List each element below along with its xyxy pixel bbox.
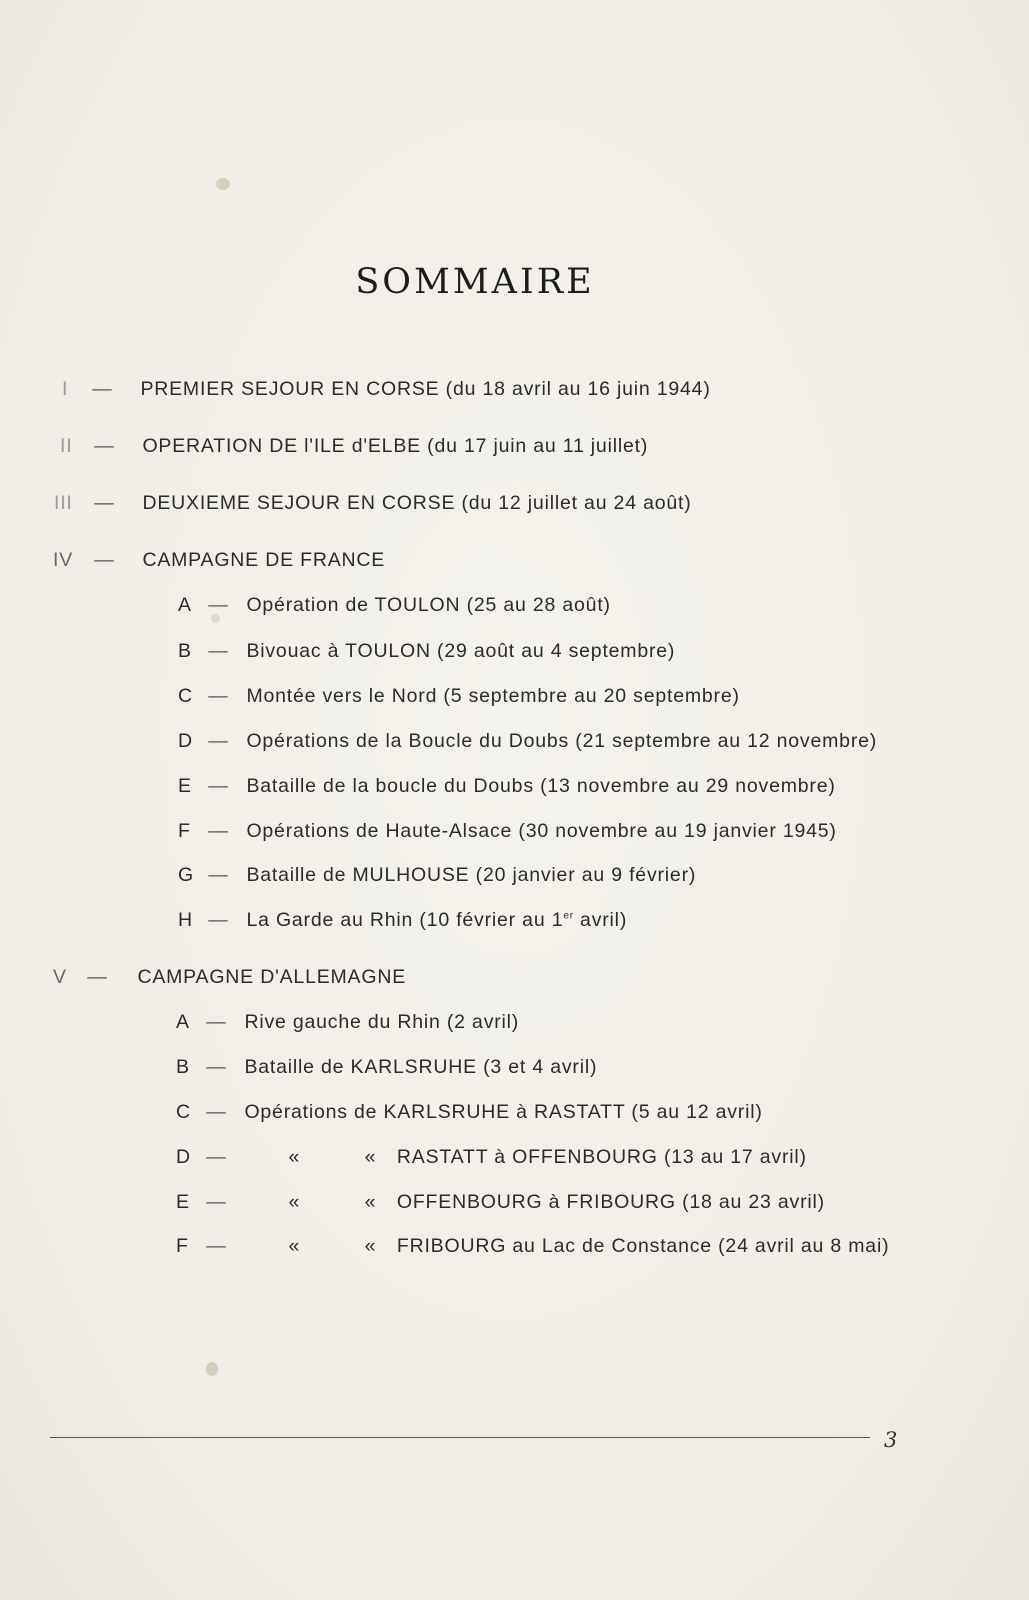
toc-item <box>176 1191 825 1214</box>
item-dash: — <box>208 594 229 616</box>
ditto-mark: « <box>364 1235 377 1257</box>
item-letter: C <box>178 685 193 707</box>
section-number: V <box>53 966 67 988</box>
item-letter: F <box>178 820 191 842</box>
item-text: Opérations de KARLSRUHE à RASTATT (5 au 12 avril) <box>244 1101 763 1123</box>
item-text <box>246 909 627 932</box>
toc-item <box>178 864 696 887</box>
toc-section-1 <box>62 378 711 401</box>
item-text: Opérations de Haute-Alsace (30 novembre au 19 janvier 1945) <box>246 820 837 842</box>
paper-stain <box>206 1362 218 1376</box>
item-text-main: La Garde au Rhin (10 février au 1 <box>246 909 564 931</box>
toc-item <box>178 594 611 617</box>
item-text: Bataille de KARLSRUHE (3 et 4 avril) <box>244 1056 598 1078</box>
ditto-mark: « <box>288 1235 301 1257</box>
item-letter: A <box>176 1011 190 1033</box>
item-text: Rive gauche du Rhin (2 avril) <box>244 1011 520 1033</box>
toc-item <box>178 820 837 843</box>
item-letter: A <box>178 594 192 616</box>
item-dash: — <box>208 820 229 842</box>
section-number: I <box>62 378 69 400</box>
section-title: CAMPAGNE D'ALLEMAGNE <box>137 966 407 988</box>
ditto-mark: « <box>364 1191 377 1213</box>
toc-section-3 <box>54 492 692 515</box>
section-number: IV <box>53 549 74 571</box>
item-letter: B <box>178 640 192 662</box>
item-dash: — <box>206 1146 227 1168</box>
item-letter: F <box>176 1235 189 1257</box>
item-letter: G <box>178 864 194 886</box>
item-text: RASTATT à OFFENBOURG (13 au 17 avril) <box>396 1146 807 1168</box>
paper-stain <box>216 178 230 190</box>
toc-section-5 <box>53 966 406 989</box>
item-text: OFFENBOURG à FRIBOURG (18 au 23 avril) <box>396 1191 825 1213</box>
item-dash: — <box>206 1011 227 1033</box>
item-text-end: avril) <box>573 909 628 931</box>
item-text: Bivouac à TOULON (29 août au 4 septembre) <box>246 640 676 662</box>
item-letter: E <box>176 1191 190 1213</box>
toc-item <box>176 1101 763 1124</box>
footer-divider <box>50 1437 870 1438</box>
item-letter: E <box>178 775 192 797</box>
item-dash: — <box>208 909 229 931</box>
item-dash: — <box>206 1191 227 1213</box>
toc-item <box>176 1146 807 1169</box>
ordinal-superscript: er <box>563 910 574 922</box>
item-letter: D <box>176 1146 191 1168</box>
toc-item <box>178 685 740 708</box>
page-number: 3 <box>884 1428 898 1452</box>
section-title: PREMIER SEJOUR EN CORSE (du 18 avril au 16 juin 1944) <box>140 378 711 400</box>
ditto-mark: « <box>288 1146 301 1168</box>
item-letter: C <box>176 1101 191 1123</box>
toc-item <box>178 730 877 753</box>
item-text: Montée vers le Nord (5 septembre au 20 septembre) <box>246 685 740 707</box>
toc-item <box>176 1056 597 1079</box>
section-dash: — <box>94 435 115 457</box>
item-letter: D <box>178 730 193 752</box>
section-number: II <box>60 435 73 457</box>
toc-section-4 <box>53 549 385 572</box>
item-text: Opération de TOULON (25 au 28 août) <box>246 594 611 616</box>
item-text: Bataille de MULHOUSE (20 janvier au 9 février) <box>246 864 697 886</box>
toc-item <box>178 640 675 663</box>
item-dash: — <box>208 864 229 886</box>
ditto-mark: « <box>288 1191 301 1213</box>
section-dash: — <box>87 966 108 988</box>
section-number: III <box>54 492 73 514</box>
item-text: Bataille de la boucle du Doubs (13 novembre au 29 novembre) <box>246 775 836 797</box>
section-title: OPERATION DE l'ILE d'ELBE (du 17 juin au 11 juillet) <box>142 435 649 457</box>
toc-item <box>176 1011 519 1034</box>
item-dash: — <box>208 775 229 797</box>
item-text: FRIBOURG au Lac de Constance (24 avril au 8 mai) <box>396 1235 890 1257</box>
item-dash: — <box>208 685 229 707</box>
toc-item <box>176 1235 889 1258</box>
item-dash: — <box>206 1056 227 1078</box>
toc-item <box>178 909 627 932</box>
section-dash: — <box>94 549 115 571</box>
toc-item <box>178 775 836 798</box>
page-title: SOMMAIRE <box>355 262 595 302</box>
section-title: DEUXIEME SEJOUR EN CORSE (du 12 juillet au 24 août) <box>142 492 692 514</box>
item-dash: — <box>206 1101 227 1123</box>
section-title: CAMPAGNE DE FRANCE <box>142 549 386 571</box>
item-letter: H <box>178 909 193 931</box>
item-dash: — <box>208 730 229 752</box>
section-dash: — <box>94 492 115 514</box>
toc-section-2 <box>60 435 648 458</box>
item-text: Opérations de la Boucle du Doubs (21 septembre au 12 novembre) <box>246 730 878 752</box>
section-dash: — <box>92 378 113 400</box>
ditto-mark: « <box>364 1146 377 1168</box>
item-dash: — <box>206 1235 227 1257</box>
item-dash: — <box>208 640 229 662</box>
item-letter: B <box>176 1056 190 1078</box>
